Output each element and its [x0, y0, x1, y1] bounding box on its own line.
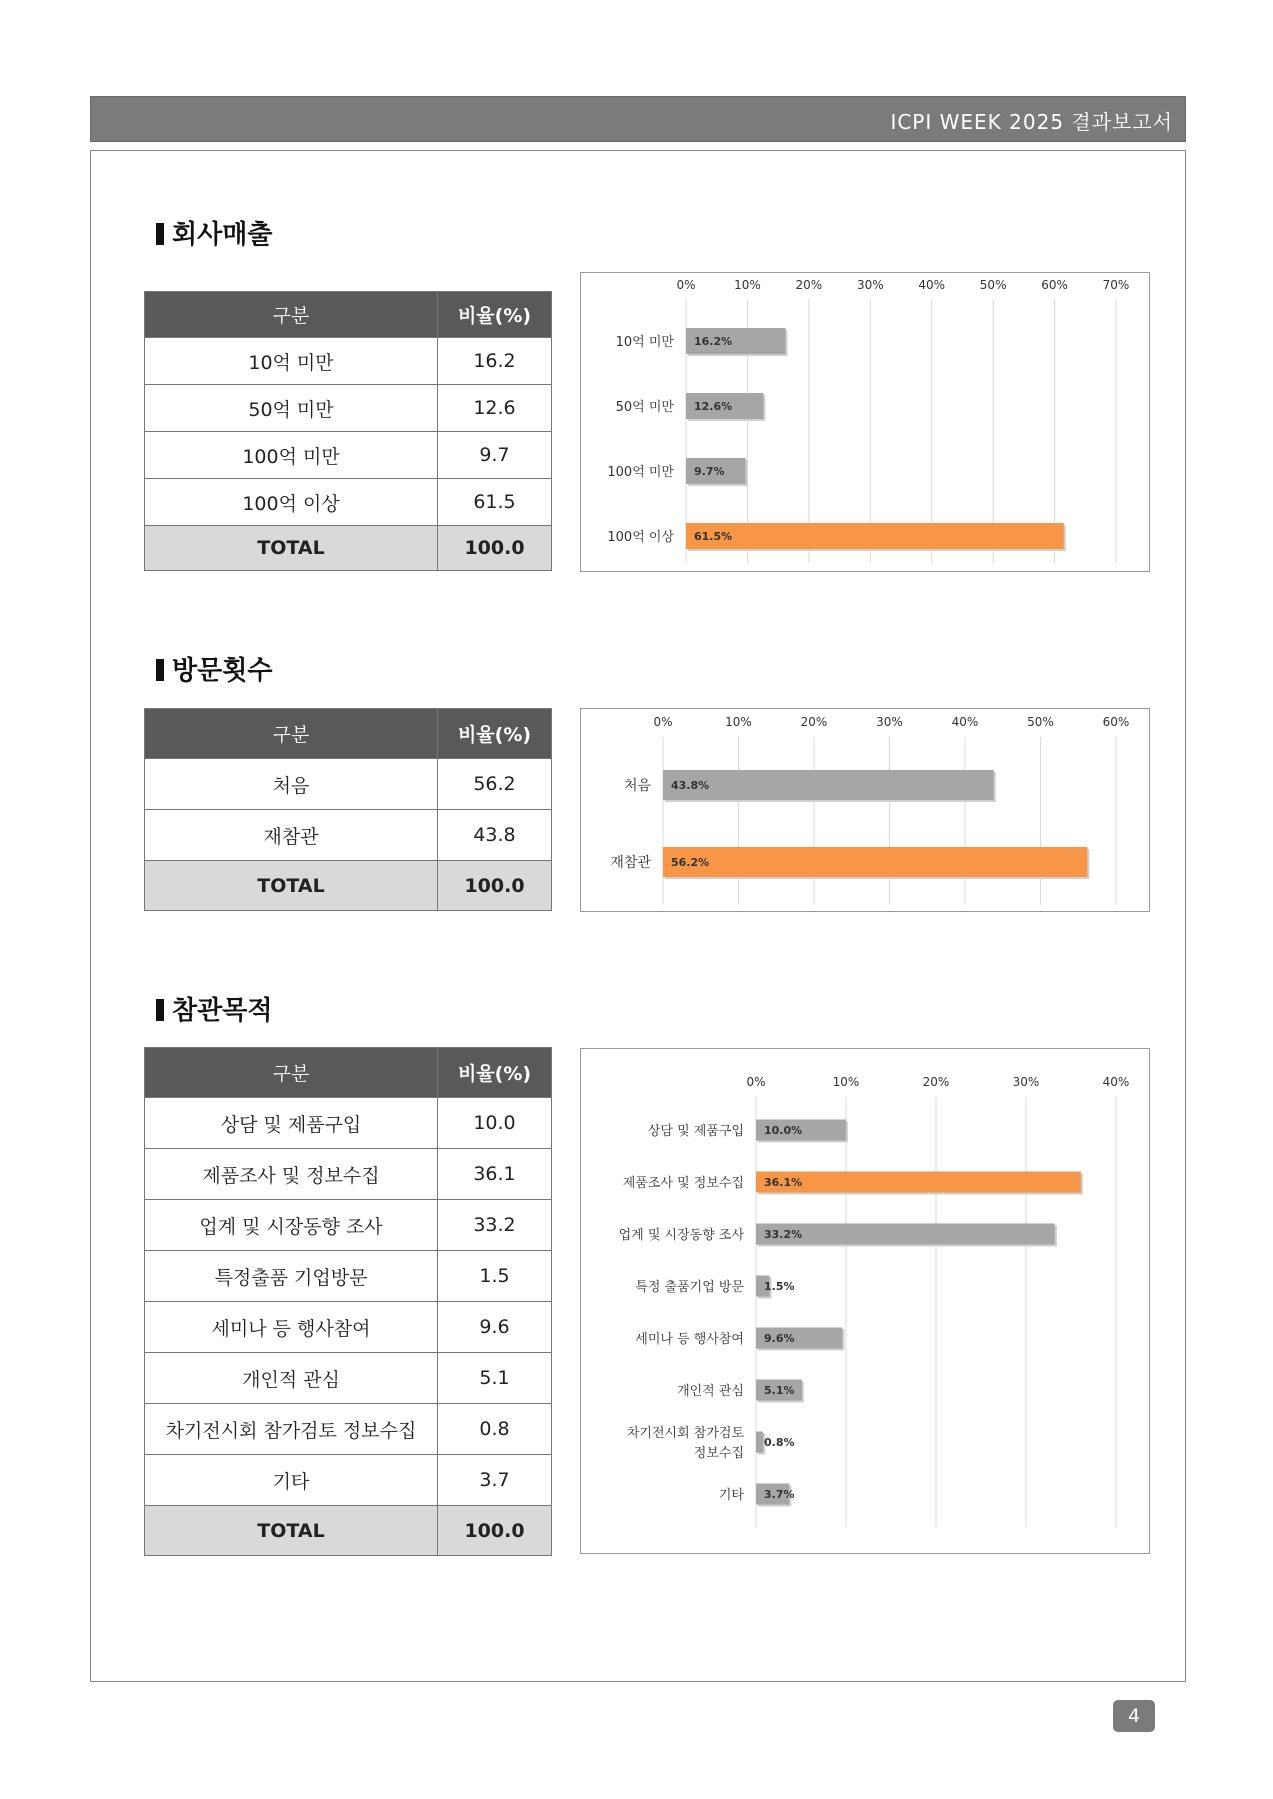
data-label: 9.6% [764, 1332, 795, 1345]
table-cell-label: 처음 [145, 759, 438, 810]
table-header-ratio: 비율(%) [438, 709, 552, 759]
page-number: 4 [1113, 1700, 1155, 1732]
data-label: 1.5% [764, 1280, 795, 1293]
table-cell-value: 33.2 [438, 1200, 552, 1251]
category-label: 세미나 등 행사참여 [635, 1332, 744, 1347]
x-tick-label: 60% [1041, 278, 1068, 292]
category-label: 개인적 관심 [677, 1384, 744, 1399]
table-cell-value: 5.1 [438, 1353, 552, 1404]
category-label: 100억 미만 [607, 465, 674, 480]
category-label: 차기전시회 참가검토 [626, 1426, 744, 1441]
table-cell-label: 100억 이상 [145, 479, 438, 526]
x-tick-label: 0% [746, 1075, 766, 1089]
data-label: 12.6% [694, 400, 733, 413]
x-tick-label: 30% [876, 715, 903, 729]
x-tick-label: 50% [979, 278, 1007, 292]
purpose-chart [580, 1048, 1150, 1554]
data-label: 61.5% [694, 530, 733, 543]
x-tick-label: 20% [800, 715, 828, 729]
table-cell-value: 9.6 [438, 1302, 552, 1353]
table-total-label: TOTAL [145, 526, 438, 571]
table-total-value: 100.0 [438, 861, 552, 911]
table-cell-label: 50억 미만 [145, 385, 438, 432]
table-cell-value: 56.2 [438, 759, 552, 810]
table-cell-label: 업계 및 시장동향 조사 [145, 1200, 438, 1251]
data-label: 5.1% [764, 1384, 795, 1397]
table-cell-value: 61.5 [438, 479, 552, 526]
category-label: 업계 및 시장동향 조사 [618, 1228, 744, 1243]
section-marker-icon [156, 223, 164, 245]
x-tick-label: 0% [653, 715, 673, 729]
table-cell-value: 16.2 [438, 338, 552, 385]
category-label: 정보수집 [693, 1446, 744, 1461]
x-tick-label: 60% [1102, 715, 1130, 729]
table-cell-label: 개인적 관심 [145, 1353, 438, 1404]
bar [663, 847, 1087, 877]
category-label: 제품조사 및 정보수집 [622, 1176, 744, 1191]
section-title-visits [156, 650, 272, 687]
data-label: 10.0% [764, 1124, 803, 1137]
table-header-category: 구분 [145, 292, 438, 338]
x-tick-label: 20% [922, 1075, 950, 1089]
table-total-label: TOTAL [145, 1506, 438, 1556]
table-cell-value: 10.0 [438, 1098, 552, 1149]
category-label: 기타 [718, 1488, 744, 1503]
data-label: 3.7% [764, 1488, 795, 1501]
table-cell-value: 1.5 [438, 1251, 552, 1302]
category-label: 상담 및 제품구입 [647, 1124, 744, 1139]
table-cell-value: 3.7 [438, 1455, 552, 1506]
category-label: 재참관 [610, 855, 651, 871]
table-cell-label: 10억 미만 [145, 338, 438, 385]
bar [756, 1432, 763, 1453]
bar [686, 523, 1064, 549]
table-cell-label: 특정출품 기업방문 [145, 1251, 438, 1302]
table-total-label: TOTAL [145, 861, 438, 911]
category-label: 처음 [623, 778, 651, 794]
table-header-category: 구분 [145, 1048, 438, 1098]
x-tick-label: 40% [918, 278, 946, 292]
section-title-text: 회사매출 [172, 220, 273, 250]
purpose-chart-svg [581, 1049, 1149, 1553]
table-cell-value: 9.7 [438, 432, 552, 479]
section-marker-icon [156, 659, 164, 681]
data-label: 16.2% [694, 335, 733, 348]
data-label: 33.2% [764, 1228, 803, 1241]
header-bar [90, 96, 1186, 142]
table-total-value: 100.0 [438, 1506, 552, 1556]
data-label: 0.8% [764, 1436, 795, 1449]
x-tick-label: 10% [725, 715, 752, 729]
table-cell-value: 36.1 [438, 1149, 552, 1200]
visits-chart [580, 708, 1150, 912]
x-tick-label: 20% [795, 278, 823, 292]
category-label: 100억 이상 [607, 530, 674, 545]
section-title-revenue [156, 214, 272, 251]
table-header-category: 구분 [145, 709, 438, 759]
table-cell-label: 세미나 등 행사참여 [145, 1302, 438, 1353]
x-tick-label: 10% [832, 1075, 860, 1089]
table-cell-value: 43.8 [438, 810, 552, 861]
revenue-table [144, 291, 552, 571]
revenue-chart [580, 272, 1150, 572]
table-header-ratio: 비율(%) [438, 292, 552, 338]
x-tick-label: 40% [951, 715, 979, 729]
category-label: 10억 미만 [615, 335, 674, 350]
visits-table [144, 708, 552, 911]
x-tick-label: 30% [856, 278, 884, 292]
table-header-ratio: 비율(%) [438, 1048, 552, 1098]
category-label: 특정 출품기업 방문 [635, 1280, 744, 1295]
table-cell-label: 기타 [145, 1455, 438, 1506]
table-total-value: 100.0 [438, 526, 552, 571]
revenue-chart-svg [581, 273, 1149, 571]
data-label: 9.7% [694, 465, 725, 478]
x-tick-label: 50% [1027, 715, 1054, 729]
data-label: 36.1% [764, 1176, 803, 1189]
section-title-text: 참관목적 [172, 996, 273, 1026]
report-title: ICPI WEEK 2025 결과보고서 [890, 110, 1173, 134]
table-cell-label: 차기전시회 참가검토 정보수집 [145, 1404, 438, 1455]
table-cell-label: 제품조사 및 정보수집 [145, 1149, 438, 1200]
x-tick-label: 70% [1102, 278, 1130, 292]
x-tick-label: 30% [1012, 1075, 1040, 1089]
table-cell-label: 상담 및 제품구입 [145, 1098, 438, 1149]
data-label: 56.2% [671, 856, 710, 869]
table-cell-value: 0.8 [438, 1404, 552, 1455]
bar [663, 770, 994, 800]
table-cell-value: 12.6 [438, 385, 552, 432]
bar [756, 1172, 1081, 1193]
x-tick-label: 0% [676, 278, 696, 292]
table-cell-label: 100억 미만 [145, 432, 438, 479]
visits-chart-svg [581, 709, 1149, 911]
section-title-text: 방문횟수 [172, 656, 273, 686]
x-tick-label: 40% [1102, 1075, 1130, 1089]
data-label: 43.8% [671, 779, 710, 792]
section-marker-icon [156, 999, 164, 1021]
x-tick-label: 10% [734, 278, 761, 292]
section-title-purpose [156, 990, 272, 1027]
purpose-table [144, 1047, 552, 1556]
category-label: 50억 미만 [615, 400, 674, 415]
table-cell-label: 재참관 [145, 810, 438, 861]
